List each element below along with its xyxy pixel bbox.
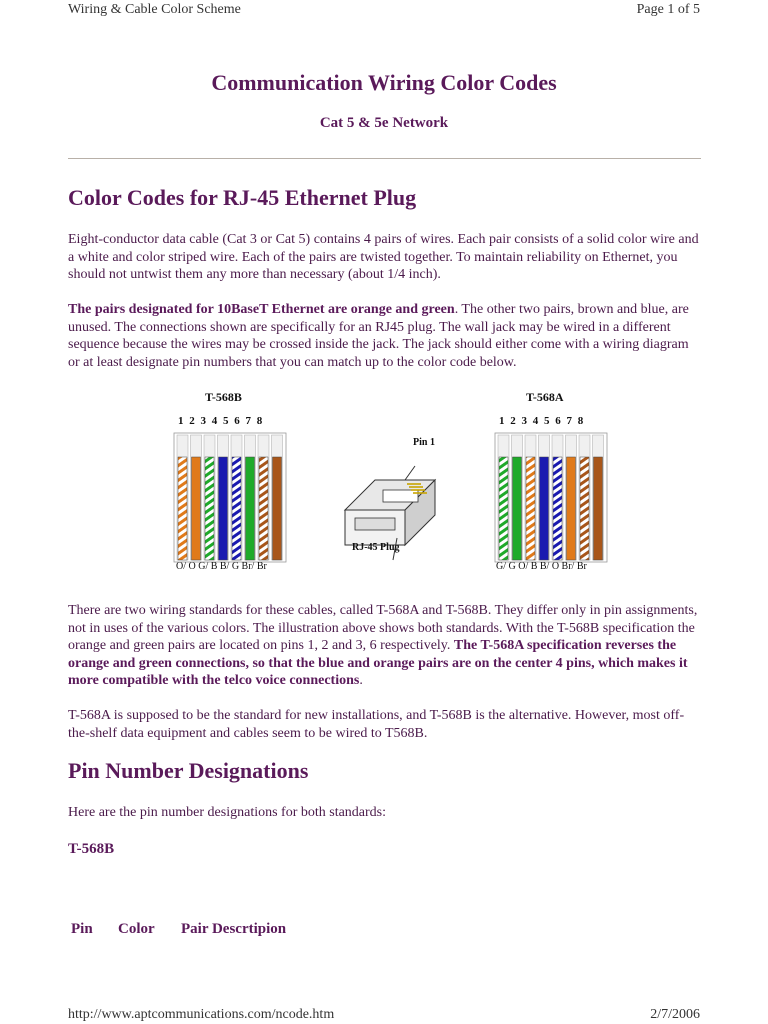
section-heading-rj45: Color Codes for RJ-45 Ethernet Plug xyxy=(68,185,417,210)
t568b-wire-1 xyxy=(178,457,187,560)
paragraph-pairs xyxy=(68,301,700,371)
pin1-label: Pin 1 xyxy=(413,437,435,448)
paragraph-standards-end: . xyxy=(359,673,363,688)
t568b-wire-6 xyxy=(246,457,255,560)
t568b-wire-8 xyxy=(273,457,282,560)
paragraph-standards xyxy=(68,602,700,690)
footer-date: 2/7/2006 xyxy=(650,1007,700,1022)
t568a-label: T-568A xyxy=(526,390,564,404)
column-header-color: Color xyxy=(118,921,155,937)
paragraph-standards-text: There are two wiring standards for these cables, called T-568A and T-568B. They differ only in pin assignments, not in uses of the various colors. The illustration above shows both standards. With the T-568B specification the orange and green pairs are located on pins 1, 2 and 3, 6 respectively. xyxy=(68,603,698,653)
footer-url: http://www.aptcommunications.com/ncode.htm xyxy=(68,1007,335,1022)
t568b-wire-3 xyxy=(205,457,214,560)
t568b-wires xyxy=(174,433,286,562)
rj45-plug-label: RJ-45 Plug xyxy=(352,542,400,553)
t568a-wire-4 xyxy=(540,457,549,560)
paragraph-pairs-bold: The pairs designated for 10BaseT Ethernet are orange and green xyxy=(68,302,455,317)
page-subtitle: Cat 5 & 5e Network xyxy=(319,115,449,131)
header-page-number: Page 1 of 5 xyxy=(636,2,700,17)
paragraph-recommendation: T-568A is supposed to be the standard for new installations, and T-568B is the alternative. However, most off-the-shelf data equipment and cables seem to be wired to T568B. xyxy=(68,708,685,741)
t568a-wire-6 xyxy=(567,457,576,560)
t568a-wire-8 xyxy=(594,457,603,560)
t568a-wire-5 xyxy=(553,457,562,560)
t568a-wire-1 xyxy=(499,457,508,560)
t568b-wire-7 xyxy=(259,457,268,560)
t568b-wire-2 xyxy=(192,457,201,560)
t568b-pin-numbers: 1 2 3 4 5 6 7 8 xyxy=(178,415,263,427)
column-header-pin: Pin xyxy=(71,921,93,937)
paragraph-intro: Eight-conductor data cable (Cat 3 or Cat 5) contains 4 pairs of wires. Each pair consists of a solid color wire and a white and color striped wire. Each of the pairs are twisted together. To maintain reliability on Ethernet, you should not untwist them any more than necessary (about 1/4 inch). xyxy=(68,232,699,282)
standard-subheading: T-568B xyxy=(68,841,115,857)
t568a-wire-2 xyxy=(513,457,522,560)
t568a-color-codes: G/ G O/ B B/ O Br/ Br xyxy=(496,561,587,572)
t568a-pin-numbers: 1 2 3 4 5 6 7 8 xyxy=(499,415,584,427)
paragraph-standards-bold: The T-568A specification reverses the orange and green connections, so that the blue and orange pairs are on the center 4 pins, which makes it more compatible with the telco voice connections xyxy=(68,638,688,688)
t568a-wires xyxy=(495,433,607,562)
t568b-wire-5 xyxy=(232,457,241,560)
column-header-pair: Pair Descrtipion xyxy=(181,921,287,937)
header-title: Wiring & Cable Color Scheme xyxy=(68,2,241,17)
wiring-diagram xyxy=(150,385,620,575)
t568b-color-codes: O/ O G/ B B/ G Br/ Br xyxy=(176,561,267,572)
paragraph-pairs-rest: . The other two pairs, brown and blue, are unused. The connections shown are specifically for an RJ45 plug. The wall jack may be wired in a different sequence because the wires may be crossed inside the jack. The jack should either come with a wiring diagram or at least designate pin numbers that you can match up to the color code below. xyxy=(68,302,689,370)
t568a-wire-7 xyxy=(580,457,589,560)
t568a-wire-3 xyxy=(526,457,535,560)
section-heading-pins: Pin Number Designations xyxy=(68,758,309,783)
t568b-label: T-568B xyxy=(205,390,242,404)
horizontal-rule xyxy=(68,158,701,159)
pin-intro-text: Here are the pin number designations for both standards: xyxy=(68,805,387,820)
page-title: Communication Wiring Color Codes xyxy=(211,70,557,95)
t568b-wire-4 xyxy=(219,457,228,560)
